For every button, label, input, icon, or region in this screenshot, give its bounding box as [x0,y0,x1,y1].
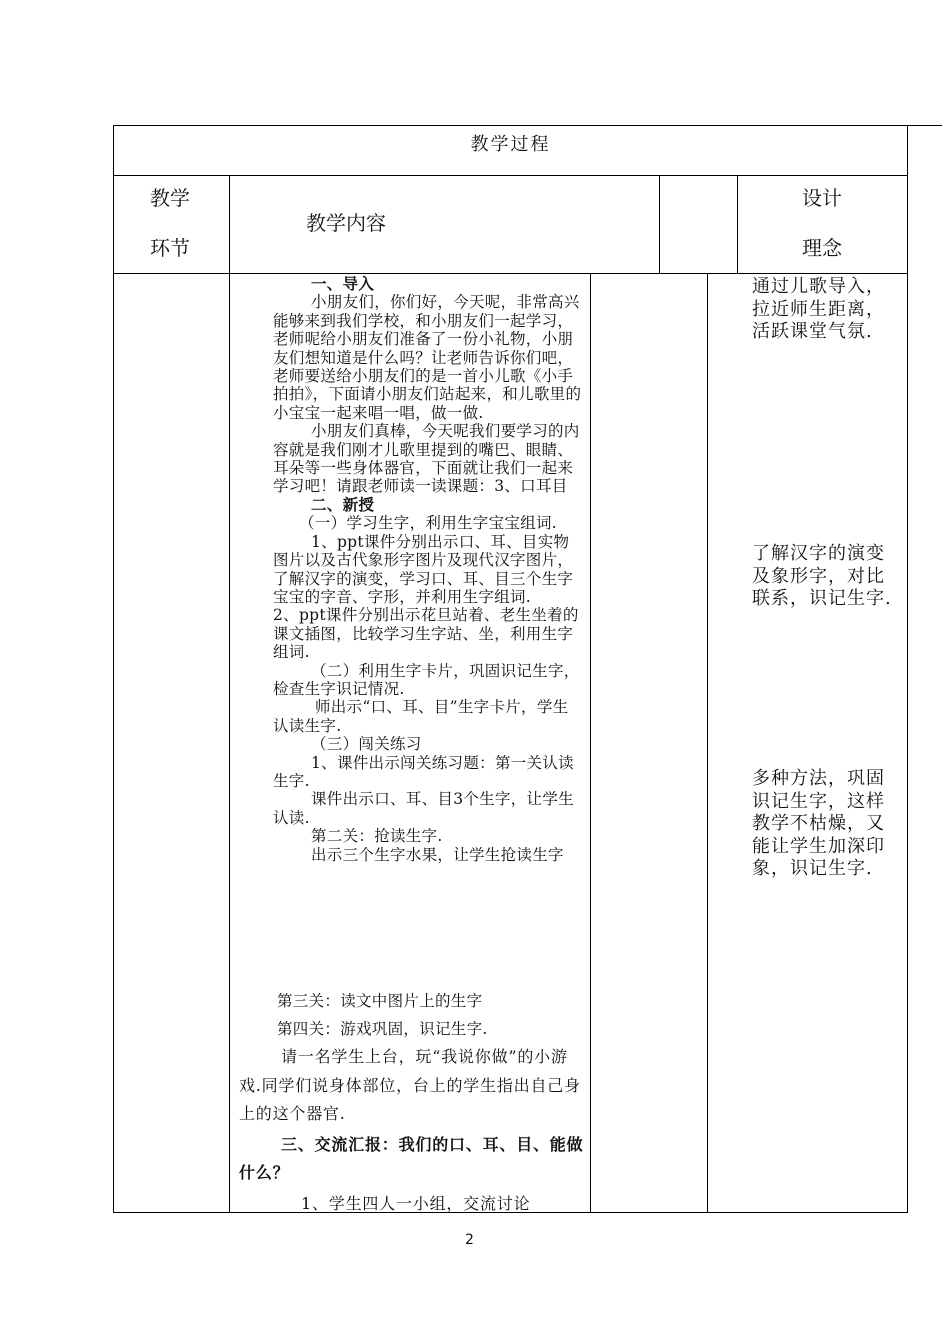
table-title: 教学过程 [470,134,551,155]
design-note-methods: 多种方法，巩固识记生字，这样教学不枯燥，又能让学生加深印象，识记生字. [752,768,885,879]
header-concept-line2: 理念 [802,236,842,260]
page-number: 2 [465,1232,474,1248]
header-column-divider-2 [737,175,738,274]
header-row-divider [113,273,908,274]
table-top-border-extension [908,125,942,126]
header-stage-line2: 环节 [150,236,190,260]
section-intro-heading: 一、导入 [311,274,375,293]
section-exchange-heading: 三、交流汇报：我们的口、耳、目、能做什么？ [239,1134,584,1182]
content-paragraph: 第四关：游戏巩固，识记生字. [277,1020,488,1038]
content-paragraph: 1、学生四人一小组，交流讨论 [301,1193,531,1213]
design-note-intro: 通过儿歌导入，拉近师生距离，活跃课堂气氛. [752,276,885,342]
content-paragraph: （二）利用生字卡片，巩固识记生字，检查生字识记情况. [273,661,580,698]
content-paragraph: 课件出示口、耳、目3个生字，让学生认读. [273,790,574,827]
content-paragraph: 小朋友们真棒，今天呢我们要学习的内容就是我们刚才儿歌里提到的嘴巴、眼睛、耳朵等一些身体器官，下面就让我们一起来学习吧！请跟老师读一读课题：3、口耳目 [273,422,580,496]
content-paragraph: 第二关：抢读生字. [311,827,443,846]
design-note-characters: 了解汉字的演变及象形字，对比联系，识记生字. [752,543,892,609]
content-paragraph: 请一名学生上台，玩“我说你做”的小游戏.同学们说身体部位，台上的学生指出自己身上的这个器官. [239,1047,581,1123]
title-row-divider [113,175,908,176]
table-left-border [113,125,114,1213]
header-stage-line1: 教学 [150,186,190,210]
content-paragraph: 出示三个生字水果，让学生抢读生字 [311,845,564,864]
content-paragraph: 1、课件出示闯关练习题：第一关认读生字. [273,753,574,790]
content-paragraph: （一）学习生字，利用生字宝宝组词. [299,514,558,533]
content-paragraph: 1、ppt课件分别出示口、耳、目实物图片以及古代象形字图片及现代汉字图片，了解汉字的演变，学习口、耳、目三个生字宝宝的字音、字形，并利用生字组词. [273,532,574,606]
section-new-lesson-heading: 二、新授 [311,494,375,514]
stage-column-divider [229,175,230,1213]
teaching-content [273,275,583,864]
teaching-content-wide [239,1043,584,1218]
content-paragraph: （三）闯关练习 [311,735,422,754]
body-column-divider-2 [707,273,708,1213]
table-right-border [907,125,908,1213]
header-content: 教学内容 [306,211,386,235]
content-paragraph: 小朋友们，你们好，今天呢，非常高兴能够来到我们学校，和小朋友们一起学习，老师呢给小朋友们准备了一份小礼物，小朋友们想知道是什么吗？让老师告诉你们吧，老师要送给小朋友们的是一首小儿歌《小手拍拍》，下面请小朋友们站起来，和儿歌里的小宝宝一起来唱一唱，做一做. [273,293,582,422]
header-column-divider-1 [659,175,660,274]
content-paragraph: 师出示“口、耳、目”生字卡片，学生认读生字. [273,698,569,735]
content-paragraph: 第三关：读文中图片上的生字 [277,992,483,1010]
content-paragraph: 2、ppt课件分别出示花旦站着、老生坐着的课文插图，比较学习生字站、坐，利用生字组词. [273,606,579,662]
header-concept-line1: 设计 [802,186,842,210]
body-column-divider-1 [590,273,591,1213]
teaching-content-continued [277,987,587,1043]
